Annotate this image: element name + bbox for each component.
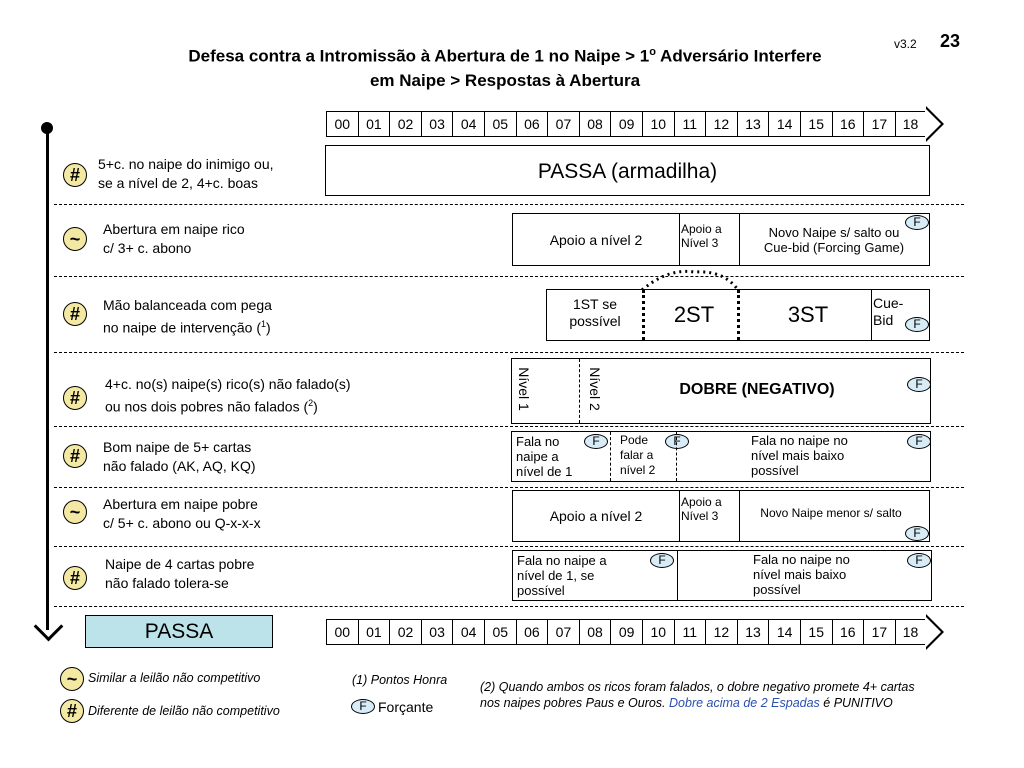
timeline-arrow-icon [34,612,64,642]
scale-cell: 07 [547,111,579,137]
row-separator [54,546,964,547]
legend-note-2: (2) Quando ambos os ricos foram falados, o dobre negativo promete 4+ cartas nos naipes pobres Paus e Ouros. Dobre acima de 2 Espadas é PUNITIVO [480,680,915,710]
divider [676,432,677,481]
hash-icon: # [63,566,87,590]
divider [679,491,680,541]
scale-cell: 06 [516,111,548,137]
response-option: Fala no naipe a nível de 1 [516,434,573,479]
row-condition: Abertura em naipe pobre c/ 5+ c. abono ou Q-x-x-x [103,496,261,531]
row-condition: Naipe de 4 cartas pobre não falado tolera-se [105,556,255,591]
hash-icon: # [60,699,84,723]
scale-cell: 02 [389,111,421,137]
response-option: Apoio a nível 2 [549,508,643,524]
legend-different: Diferente de leilão não competitivo [88,704,280,718]
response-option: 2ST [673,302,715,327]
forcing-icon: F [905,215,929,230]
response-bar [511,358,931,424]
response-option: Cue- Bid [873,295,904,328]
divider [677,551,678,600]
response-bar [511,431,931,482]
passa-armadilha-box: PASSA (armadilha) [325,145,930,196]
forcing-icon: F [905,317,929,332]
scale-cell: 05 [484,619,516,645]
scale-cell: 15 [800,111,832,137]
forcing-icon: F [907,377,931,392]
scale-cell: 05 [484,111,516,137]
forcing-icon: F [665,434,689,449]
row-condition: Abertura em naipe rico c/ 3+ c. abono [103,221,245,256]
row-separator [54,276,964,277]
scale-cell: 08 [579,619,611,645]
tilde-icon: ~ [63,227,87,251]
row-condition: Mão balanceada com pega no naipe de intervenção ($^1$) [103,297,272,336]
scale-cell: 18 [895,111,927,137]
scale-cell: 03 [421,111,453,137]
scale-cell: 04 [452,619,484,645]
hash-icon: # [63,386,87,410]
scale-cell: 11 [674,619,706,645]
points-scale-top [326,111,944,142]
forcing-icon: F [584,434,608,449]
scale-arrow-icon [926,106,944,142]
response-option: Fala no naipe a nível de 1, se possível [517,553,607,598]
legend-forcing: Forçante [378,699,434,715]
scale-cell: 10 [642,619,674,645]
response-option: 1ST se possível [569,296,621,329]
scale-cell: 07 [547,619,579,645]
row-condition: Bom naipe de 5+ cartas não falado (AK, AQ, KQ) [103,439,256,474]
tilde-icon: ~ [63,500,87,524]
scale-cell: 17 [863,619,895,645]
version-label: v3.2 [894,37,917,51]
scale-cell: 16 [832,619,864,645]
scale-cell: 10 [642,111,674,137]
scale-cell: 16 [832,111,864,137]
scale-cell: 15 [800,619,832,645]
scale-cell: 14 [768,619,800,645]
scale-cell: 01 [358,619,390,645]
response-option: Apoio a nível 2 [549,232,643,248]
response-option: Novo Naipe s/ salto ou Cue-bid (Forcing Game) [763,225,905,255]
passa-box: PASSA [85,615,273,648]
forcing-icon: F [650,553,674,568]
scale-cell: 03 [421,619,453,645]
hash-icon: # [63,163,87,187]
divider [579,359,580,423]
row-separator [54,426,964,427]
response-option: Fala no naipe no nível mais baixo possível [753,552,850,597]
level-label: Nível 2 [587,367,603,411]
scale-cell: 12 [705,111,737,137]
points-scale-bottom [326,619,944,650]
scale-cell: 00 [326,111,358,137]
scale-arrow-icon [926,614,944,650]
row-separator [54,204,964,205]
hash-icon: # [63,302,87,326]
legend-note-1: (1) Pontos Honra [352,673,448,687]
page-title: Defesa contra a Intromissão à Abertura de 1 no Naipe > $1^o$ Adversário Interfere em Naipe > Respostas à Abertura [188,46,822,90]
response-option: Apoio a Nível 3 [681,495,722,523]
scale-cell: 09 [610,111,642,137]
response-option: Novo Naipe menor s/ salto [760,506,902,520]
divider [871,290,872,340]
level-label: Nível 1 [516,367,532,411]
scale-cell: 14 [768,111,800,137]
response-bar [512,550,932,601]
row-separator [54,606,964,607]
timeline-line [46,128,49,630]
forcing-icon: F [907,434,931,449]
scale-cell: 04 [452,111,484,137]
hash-icon: # [63,444,87,468]
tilde-icon: ~ [60,667,84,691]
row-condition: 4+c. no(s) naipe(s) rico(s) não falado(s) ou nos dois pobres não falados ($^2$) [105,376,351,415]
response-bar [512,490,930,542]
response-bar [546,289,930,341]
response-option: Fala no naipe no nível mais baixo possível [751,433,848,478]
scale-cell: 13 [737,111,769,137]
response-option: 3ST [787,302,829,327]
response-option: Pode falar a nível 2 [620,433,656,477]
scale-cell: 11 [674,111,706,137]
forcing-icon: F [905,526,929,541]
divider [679,214,680,265]
scale-cell: 00 [326,619,358,645]
response-bar [512,213,930,266]
row-condition: 5+c. no naipe do inimigo ou, se a nível de 2, 4+c. boas [98,156,274,191]
scale-cell: 08 [579,111,611,137]
forcing-icon: F [351,699,375,714]
page-number: 23 [940,31,961,51]
response-option: Apoio a Nível 3 [681,222,722,250]
divider [642,290,645,340]
scale-cell: 13 [737,619,769,645]
dobre-negativo: DOBRE (NEGATIVO) [679,381,835,398]
scale-cell: 06 [516,619,548,645]
scale-cell: 01 [358,111,390,137]
scale-cell: 02 [389,619,421,645]
scale-cell: 17 [863,111,895,137]
legend-similar: Similar a leilão não competitivo [88,671,261,685]
row-separator [54,487,964,488]
divider [610,432,611,481]
divider [737,290,740,340]
scale-cell: 12 [705,619,737,645]
row-separator [54,352,964,353]
scale-cell: 18 [895,619,927,645]
scale-cell: 09 [610,619,642,645]
forcing-icon: F [907,553,931,568]
